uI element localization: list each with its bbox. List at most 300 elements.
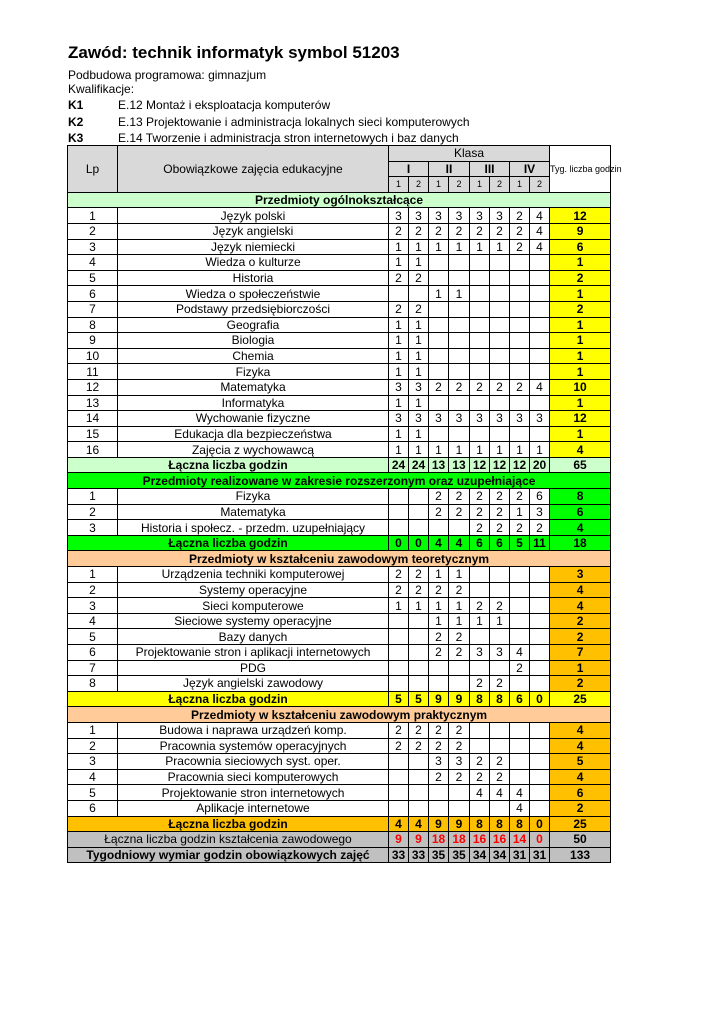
sum-hours: 13	[429, 457, 449, 473]
row-lp: 13	[68, 395, 118, 411]
row-hours	[449, 676, 470, 692]
row-hours: 1	[429, 442, 449, 458]
row-lp: 4	[68, 769, 118, 785]
podbudowa-text: Podbudowa programowa: gimnazjum	[68, 68, 267, 82]
row-hours	[530, 364, 550, 380]
table-row	[68, 489, 611, 505]
row-hours	[449, 348, 470, 364]
row-hours: 1	[510, 442, 530, 458]
row-hours	[470, 317, 490, 333]
row-hours	[449, 270, 470, 286]
row-hours	[449, 660, 470, 676]
row-hours: 2	[510, 379, 530, 395]
row-weekly-total: 1	[550, 660, 611, 676]
row-weekly-total: 4	[550, 520, 611, 536]
row-hours	[530, 395, 550, 411]
header-subject: Obowiązkowe zajęcia edukacyjne	[118, 146, 389, 193]
sum-hours: 5	[389, 691, 409, 707]
sum-total: 18	[550, 535, 611, 551]
row-hours: 3	[429, 754, 449, 770]
row-weekly-total: 1	[550, 364, 611, 380]
sum-total: 25	[550, 816, 611, 832]
weekly-hours: 31	[530, 847, 550, 863]
sum-hours: 5	[510, 535, 530, 551]
row-hours	[409, 785, 429, 801]
row-hours: 1	[389, 239, 409, 255]
section-header-row	[68, 192, 611, 208]
row-hours: 1	[429, 598, 449, 614]
row-hours	[490, 348, 510, 364]
vocational-hours: 18	[429, 832, 449, 848]
row-hours: 1	[470, 442, 490, 458]
table-row	[68, 785, 611, 801]
row-hours	[449, 364, 470, 380]
row-hours	[449, 317, 470, 333]
sum-hours: 8	[510, 816, 530, 832]
row-hours: 3	[409, 379, 429, 395]
row-subject: Pracownia sieci komputerowych	[118, 769, 389, 785]
header-row-klasa	[68, 146, 611, 162]
row-lp: 4	[68, 255, 118, 271]
row-hours: 1	[409, 255, 429, 271]
row-hours	[389, 676, 409, 692]
table-row	[68, 800, 611, 816]
row-lp: 3	[68, 239, 118, 255]
row-hours: 1	[470, 239, 490, 255]
row-hours	[470, 333, 490, 349]
row-hours: 3	[429, 411, 449, 427]
row-hours: 1	[409, 348, 429, 364]
row-hours: 2	[490, 520, 510, 536]
row-hours: 1	[510, 504, 530, 520]
row-lp: 1	[68, 567, 118, 583]
row-hours	[429, 364, 449, 380]
row-hours: 2	[510, 208, 530, 224]
row-hours	[490, 567, 510, 583]
row-hours: 2	[510, 520, 530, 536]
row-hours	[389, 489, 409, 505]
row-hours: 2	[510, 223, 530, 239]
row-hours	[530, 317, 550, 333]
row-hours: 2	[429, 379, 449, 395]
row-hours	[510, 598, 530, 614]
row-subject: Język niemiecki	[118, 239, 389, 255]
row-hours	[530, 255, 550, 271]
table-row	[68, 411, 611, 427]
row-subject: Pracownia systemów operacyjnych	[118, 738, 389, 754]
row-hours: 2	[470, 504, 490, 520]
row-subject: Bazy danych	[118, 629, 389, 645]
row-weekly-total: 1	[550, 286, 611, 302]
row-weekly-total: 12	[550, 208, 611, 224]
weekly-hours: 33	[409, 847, 429, 863]
row-hours: 2	[389, 223, 409, 239]
row-hours: 2	[449, 504, 470, 520]
row-hours: 2	[530, 520, 550, 536]
row-hours	[510, 754, 530, 770]
row-hours	[530, 738, 550, 754]
header-class: I	[389, 161, 429, 177]
weekly-hours: 31	[510, 847, 530, 863]
row-hours: 1	[449, 286, 470, 302]
sum-hours: 20	[530, 457, 550, 473]
row-hours: 4	[530, 379, 550, 395]
row-hours	[510, 613, 530, 629]
row-hours: 3	[429, 208, 449, 224]
row-hours	[530, 270, 550, 286]
row-subject: Projektowanie stron internetowych	[118, 785, 389, 801]
row-hours	[490, 395, 510, 411]
row-weekly-total: 7	[550, 645, 611, 661]
sum-hours: 11	[530, 535, 550, 551]
sum-hours: 6	[470, 535, 490, 551]
row-subject: Język angielski	[118, 223, 389, 239]
row-hours: 2	[470, 754, 490, 770]
row-lp: 2	[68, 582, 118, 598]
table-row	[68, 255, 611, 271]
row-hours: 2	[429, 582, 449, 598]
section-header-row	[68, 707, 611, 723]
section-header-row	[68, 551, 611, 567]
row-hours: 3	[449, 208, 470, 224]
row-hours	[470, 738, 490, 754]
row-weekly-total: 3	[550, 567, 611, 583]
kwalifikacja-text: E.14 Tworzenie i administracja stron internetowych i baz danych	[118, 131, 459, 145]
section-sum-row	[68, 691, 611, 707]
sum-hours: 12	[470, 457, 490, 473]
row-hours: 2	[470, 520, 490, 536]
sum-hours: 8	[490, 691, 510, 707]
sum-hours: 5	[409, 691, 429, 707]
sum-hours: 6	[510, 691, 530, 707]
row-lp: 6	[68, 645, 118, 661]
weekly-total-label: Tygodniowy wymiar godzin obowiązkowych zajęć	[68, 847, 389, 863]
row-hours: 2	[470, 769, 490, 785]
row-hours	[530, 598, 550, 614]
row-hours	[490, 722, 510, 738]
row-hours	[389, 504, 409, 520]
row-lp: 5	[68, 629, 118, 645]
table-row	[68, 567, 611, 583]
row-weekly-total: 1	[550, 348, 611, 364]
row-hours	[510, 582, 530, 598]
row-hours	[490, 333, 510, 349]
kwalifikacja-code: K2	[68, 115, 84, 129]
row-hours: 2	[409, 223, 429, 239]
row-hours	[490, 286, 510, 302]
row-hours: 1	[429, 613, 449, 629]
row-weekly-total: 8	[550, 489, 611, 505]
row-lp: 7	[68, 301, 118, 317]
row-weekly-total: 2	[550, 676, 611, 692]
row-hours: 4	[530, 223, 550, 239]
table-row	[68, 223, 611, 239]
row-weekly-total: 2	[550, 629, 611, 645]
row-hours: 2	[449, 722, 470, 738]
row-hours	[449, 800, 470, 816]
row-hours	[510, 769, 530, 785]
row-hours	[530, 785, 550, 801]
row-hours: 2	[490, 769, 510, 785]
sum-hours: 13	[449, 457, 470, 473]
row-hours	[389, 660, 409, 676]
header-semester: 2	[449, 177, 470, 193]
table-body	[68, 146, 622, 863]
weekly-hours: 35	[449, 847, 470, 863]
row-hours	[510, 317, 530, 333]
header-lp: Lp	[68, 146, 118, 193]
row-subject: Fizyka	[118, 489, 389, 505]
row-lp: 12	[68, 379, 118, 395]
row-hours: 4	[510, 785, 530, 801]
row-hours: 3	[510, 411, 530, 427]
row-hours	[409, 286, 429, 302]
row-hours	[510, 426, 530, 442]
row-hours: 1	[409, 333, 429, 349]
row-hours: 2	[490, 676, 510, 692]
table-row	[68, 738, 611, 754]
row-hours	[530, 722, 550, 738]
row-subject: Chemia	[118, 348, 389, 364]
row-lp: 10	[68, 348, 118, 364]
row-hours	[389, 645, 409, 661]
row-weekly-total: 10	[550, 379, 611, 395]
row-subject: Podstawy przedsiębiorczości	[118, 301, 389, 317]
row-subject: Historia i społecz. - przedm. uzupełniający	[118, 520, 389, 536]
section-title: Przedmioty w kształceniu zawodowym teoretycznym	[68, 551, 611, 567]
section-title: Przedmioty ogólnokształcące	[68, 192, 611, 208]
row-hours: 4	[530, 239, 550, 255]
row-hours	[530, 629, 550, 645]
weekly-hours: 34	[470, 847, 490, 863]
row-subject: Budowa i naprawa urządzeń komp.	[118, 722, 389, 738]
table-row	[68, 629, 611, 645]
row-subject: Fizyka	[118, 364, 389, 380]
kwalifikacja-text: E.13 Projektowanie i administracja lokalnych sieci komputerowych	[118, 115, 470, 129]
row-weekly-total: 4	[550, 598, 611, 614]
row-hours: 3	[409, 411, 429, 427]
weekly-hours: 35	[429, 847, 449, 863]
table-row	[68, 676, 611, 692]
sum-hours: 12	[490, 457, 510, 473]
row-weekly-total: 5	[550, 754, 611, 770]
row-hours: 3	[490, 208, 510, 224]
row-subject: Zajęcia z wychowawcą	[118, 442, 389, 458]
sum-hours: 8	[470, 816, 490, 832]
row-hours	[490, 426, 510, 442]
row-weekly-total: 2	[550, 800, 611, 816]
row-hours: 2	[429, 504, 449, 520]
row-subject: Geografia	[118, 317, 389, 333]
table-row	[68, 645, 611, 661]
row-hours	[490, 255, 510, 271]
row-hours: 1	[389, 598, 409, 614]
curriculum-table	[67, 145, 622, 863]
row-hours	[449, 395, 470, 411]
vocational-total-label: Łączna liczba godzin kształcenia zawodowego	[68, 832, 389, 848]
row-lp: 15	[68, 426, 118, 442]
row-hours	[470, 364, 490, 380]
row-lp: 2	[68, 738, 118, 754]
row-hours	[409, 645, 429, 661]
row-hours: 1	[389, 317, 409, 333]
row-hours	[510, 567, 530, 583]
row-hours	[389, 613, 409, 629]
row-hours: 1	[409, 317, 429, 333]
sum-hours: 8	[490, 816, 510, 832]
row-hours	[449, 785, 470, 801]
row-hours	[429, 800, 449, 816]
row-hours	[470, 722, 490, 738]
row-lp: 16	[68, 442, 118, 458]
row-hours	[530, 286, 550, 302]
row-hours: 2	[449, 582, 470, 598]
row-hours	[389, 800, 409, 816]
sum-label: Łączna liczba godzin	[68, 457, 389, 473]
row-hours: 2	[449, 379, 470, 395]
row-hours: 1	[429, 239, 449, 255]
row-subject: Język angielski zawodowy	[118, 676, 389, 692]
row-subject: Urządzenia techniki komputerowej	[118, 567, 389, 583]
row-hours: 3	[470, 645, 490, 661]
row-hours	[510, 333, 530, 349]
row-subject: Sieci komputerowe	[118, 598, 389, 614]
row-weekly-total: 4	[550, 722, 611, 738]
table-row	[68, 286, 611, 302]
header-semester: 1	[470, 177, 490, 193]
row-hours	[409, 504, 429, 520]
row-lp: 3	[68, 520, 118, 536]
header-semester: 1	[429, 177, 449, 193]
row-subject: Biologia	[118, 333, 389, 349]
header-semester: 2	[530, 177, 550, 193]
header-semester: 2	[409, 177, 429, 193]
row-hours: 2	[490, 489, 510, 505]
row-subject: Matematyka	[118, 379, 389, 395]
row-hours: 1	[409, 442, 429, 458]
row-weekly-total: 1	[550, 395, 611, 411]
vocational-hours: 16	[470, 832, 490, 848]
row-hours: 2	[429, 489, 449, 505]
row-hours: 1	[389, 395, 409, 411]
row-hours	[470, 629, 490, 645]
row-hours: 3	[470, 208, 490, 224]
table-row	[68, 395, 611, 411]
row-hours	[490, 629, 510, 645]
row-hours: 2	[470, 223, 490, 239]
row-hours	[530, 769, 550, 785]
row-subject: Sieciowe systemy operacyjne	[118, 613, 389, 629]
row-hours: 2	[409, 722, 429, 738]
sum-hours: 24	[409, 457, 429, 473]
row-hours: 2	[470, 489, 490, 505]
row-weekly-total: 4	[550, 738, 611, 754]
row-hours: 2	[409, 582, 429, 598]
row-lp: 6	[68, 800, 118, 816]
row-weekly-total: 1	[550, 255, 611, 271]
row-hours: 1	[530, 442, 550, 458]
row-lp: 4	[68, 613, 118, 629]
row-hours: 2	[449, 629, 470, 645]
row-weekly-total: 4	[550, 769, 611, 785]
sum-hours: 6	[490, 535, 510, 551]
row-hours: 3	[490, 645, 510, 661]
vocational-hours: 9	[389, 832, 409, 848]
row-hours: 1	[490, 239, 510, 255]
row-hours: 2	[490, 504, 510, 520]
row-hours: 2	[490, 598, 510, 614]
sum-hours: 9	[449, 691, 470, 707]
table-row	[68, 364, 611, 380]
row-weekly-total: 4	[550, 582, 611, 598]
row-lp: 3	[68, 754, 118, 770]
vocational-hours: 16	[490, 832, 510, 848]
sum-hours: 24	[389, 457, 409, 473]
row-hours: 2	[409, 567, 429, 583]
vocational-hours: 9	[409, 832, 429, 848]
row-hours	[429, 317, 449, 333]
row-hours	[510, 722, 530, 738]
row-hours	[429, 395, 449, 411]
vocational-total: 50	[550, 832, 611, 848]
row-hours: 2	[470, 676, 490, 692]
section-sum-row	[68, 457, 611, 473]
row-hours	[470, 270, 490, 286]
table-row	[68, 239, 611, 255]
row-hours	[409, 629, 429, 645]
section-sum-row	[68, 816, 611, 832]
row-hours	[530, 333, 550, 349]
row-hours	[470, 348, 490, 364]
row-hours	[470, 301, 490, 317]
row-hours	[510, 676, 530, 692]
row-subject: Aplikacje internetowe	[118, 800, 389, 816]
row-weekly-total: 1	[550, 317, 611, 333]
row-hours: 3	[449, 411, 470, 427]
weekly-hours: 33	[389, 847, 409, 863]
row-hours	[510, 270, 530, 286]
row-subject: Wiedza o społeczeństwie	[118, 286, 389, 302]
table-row	[68, 598, 611, 614]
section-title: Przedmioty w kształceniu zawodowym praktycznym	[68, 707, 611, 723]
row-lp: 5	[68, 785, 118, 801]
table-row	[68, 317, 611, 333]
row-weekly-total: 1	[550, 333, 611, 349]
row-hours	[429, 520, 449, 536]
row-hours	[510, 255, 530, 271]
row-hours: 2	[429, 738, 449, 754]
row-hours	[409, 660, 429, 676]
table-row	[68, 270, 611, 286]
row-hours	[490, 317, 510, 333]
row-hours: 2	[389, 582, 409, 598]
row-hours	[429, 426, 449, 442]
sum-hours: 4	[389, 816, 409, 832]
row-hours: 4	[470, 785, 490, 801]
table-row	[68, 582, 611, 598]
row-hours	[530, 613, 550, 629]
row-hours	[510, 395, 530, 411]
table-row	[68, 442, 611, 458]
row-subject: Pracownia sieciowych syst. oper.	[118, 754, 389, 770]
row-subject: Wychowanie fizyczne	[118, 411, 389, 427]
row-lp: 2	[68, 223, 118, 239]
row-hours	[449, 520, 470, 536]
row-hours	[530, 660, 550, 676]
table-row	[68, 301, 611, 317]
kwalifikacja-code: K1	[68, 98, 84, 112]
row-hours: 2	[429, 223, 449, 239]
